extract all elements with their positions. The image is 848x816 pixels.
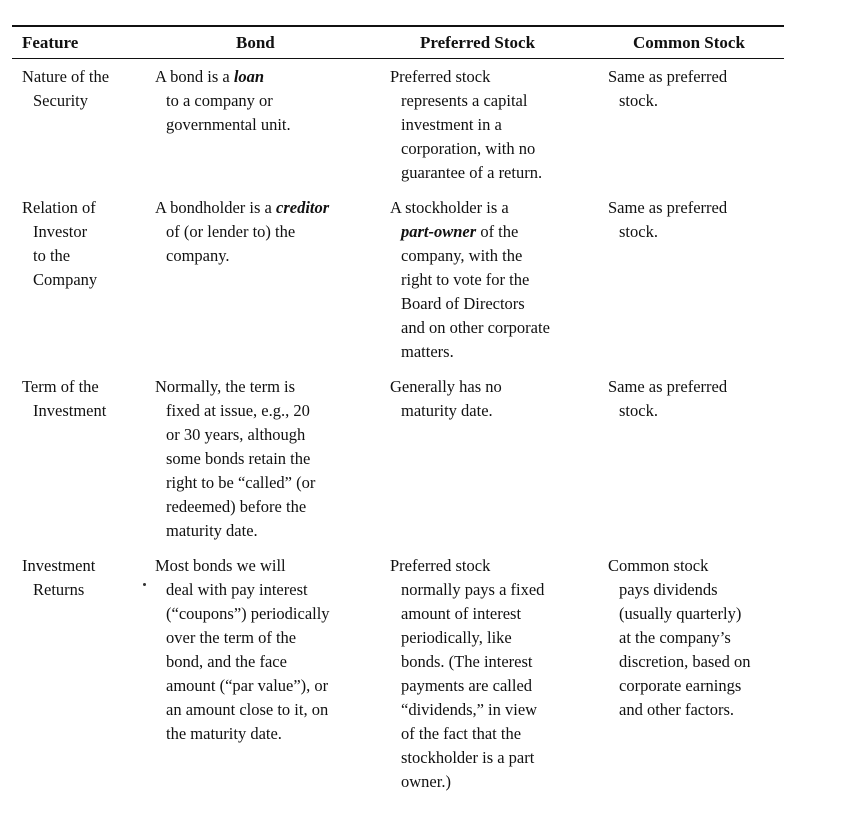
row-term-bond: Normally, the term is fixed at issue, e.g., 20 or 30 years, although some bonds retain the right to be “called” (or redeemed) before the maturity date.: [155, 377, 316, 540]
row-term-preferred: Generally has no maturity date.: [390, 377, 502, 420]
row-relation-bond: A bondholder is a creditor of (or lender to) the company.: [155, 198, 330, 265]
row-relation-preferred: A stockholder is a part-owner of the company, with the right to vote for the Board of Directors and on other corporate matters.: [390, 198, 550, 361]
header-bond: Bond: [236, 33, 275, 52]
row-nature-preferred: Preferred stock represents a capital investment in a corporation, with no guarantee of a return.: [390, 67, 543, 182]
row-returns-feature: Investment Returns: [22, 556, 96, 599]
row-relation-feature: Relation of Investor to the Company: [22, 198, 98, 289]
row-term-feature: Term of the Investment: [22, 377, 107, 420]
row-nature-common: Same as preferred stock.: [608, 67, 728, 110]
row-returns-preferred: Preferred stock normally pays a fixed amount of interest periodically, like bonds. (The interest payments are called “dividends,” in view of the fact that the stockholder is a part owner.): [390, 556, 545, 791]
header-preferred-stock: Preferred Stock: [420, 33, 536, 52]
row-relation-common: Same as preferred stock.: [608, 198, 728, 241]
row-returns-common: Common stock pays dividends (usually quarterly) at the company’s discretion, based on corporate earnings and other factors.: [608, 556, 751, 719]
row-term-common: Same as preferred stock.: [608, 377, 728, 420]
header-common-stock: Common Stock: [633, 33, 745, 52]
top-rule: [12, 25, 784, 27]
row-returns-bond: Most bonds we will deal with pay interest (“coupons”) periodically over the term of the bond, and the face amount (“par value”), or an amount close to it, on the maturity date.: [155, 556, 330, 743]
row-nature-feature: Nature of the Security: [22, 67, 110, 110]
header-feature: Feature: [22, 33, 79, 52]
stray-mark: [143, 583, 146, 586]
row-nature-bond: A bond is a loan to a company or governmental unit.: [155, 67, 291, 134]
header-rule: [12, 58, 784, 59]
